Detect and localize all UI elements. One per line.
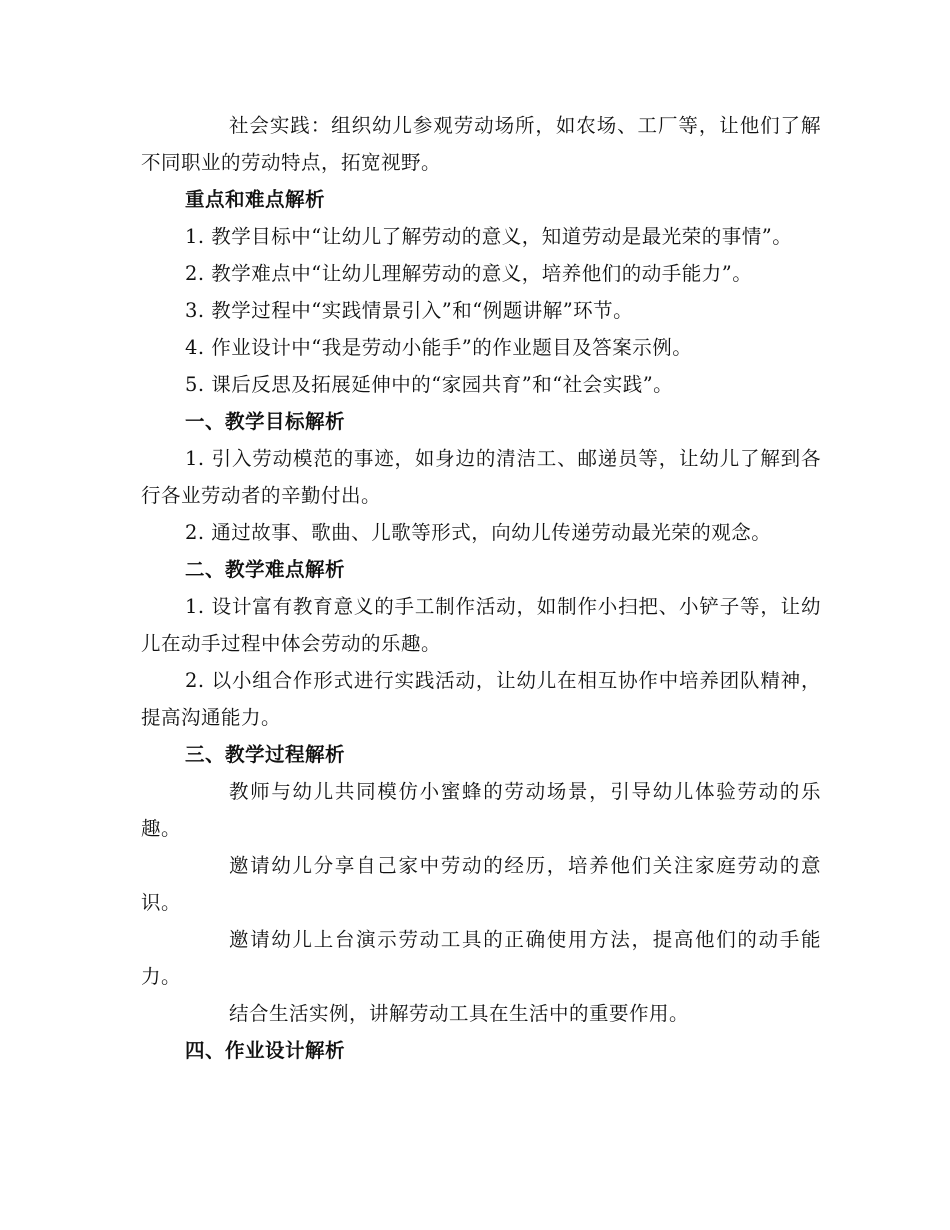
paragraph-difficulty-1: 1. 设计富有教育意义的手工制作活动，如制作小扫把、小铲子等，让幼儿在动手过程中体会劳动的乐趣。 <box>141 595 821 655</box>
paragraph-key-point-4: 4. 作业设计中“我是劳动小能手”的作业题目及答案示例。 <box>185 336 693 359</box>
paragraph-difficulty-2: 2. 以小组合作形式进行实践活动，让幼儿在相互协作中培养团队精神，提高沟通能力。 <box>141 669 821 729</box>
paragraph-process-3: 邀请幼儿上台演示劳动工具的正确使用方法，提高他们的动手能力。 <box>141 928 821 988</box>
paragraph-goal-1: 1. 引入劳动模范的事迹，如身边的清洁工、邮递员等，让幼儿了解到各行各业劳动者的辛勤付出。 <box>141 447 821 507</box>
paragraph-key-point-3: 3. 教学过程中“实践情景引入”和“例题讲解”环节。 <box>185 299 634 322</box>
paragraph-social-practice: 社会实践：组织幼儿参观劳动场所，如农场、工厂等，让他们了解不同职业的劳动特点，拓宽视野。 <box>141 114 821 174</box>
heading-key-points: 重点和难点解析 <box>185 188 326 211</box>
heading-teaching-process: 三、教学过程解析 <box>185 743 346 766</box>
paragraph-goal-2: 2. 通过故事、歌曲、儿歌等形式，向幼儿传递劳动最光荣的观念。 <box>185 521 772 544</box>
paragraph-key-point-1: 1. 教学目标中“让幼儿了解劳动的意义，知道劳动是最光荣的事情”。 <box>185 225 793 248</box>
paragraph-process-1: 教师与幼儿共同模仿小蜜蜂的劳动场景，引导幼儿体验劳动的乐趣。 <box>141 780 821 840</box>
paragraph-process-4: 结合生活实例，讲解劳动工具在生活中的重要作用。 <box>229 1002 690 1025</box>
paragraph-key-point-2: 2. 教学难点中“让幼儿理解劳动的意义，培养他们的动手能力”。 <box>185 262 753 285</box>
heading-teaching-difficulties: 二、教学难点解析 <box>185 558 346 581</box>
heading-teaching-goals: 一、教学目标解析 <box>185 410 346 433</box>
paragraph-process-2: 邀请幼儿分享自己家中劳动的经历，培养他们关注家庭劳动的意识。 <box>141 854 821 914</box>
document-body <box>141 107 821 1069</box>
paragraph-key-point-5: 5. 课后反思及拓展延伸中的“家园共育”和“社会实践”。 <box>185 373 674 396</box>
heading-homework-design: 四、作业设计解析 <box>185 1039 346 1062</box>
